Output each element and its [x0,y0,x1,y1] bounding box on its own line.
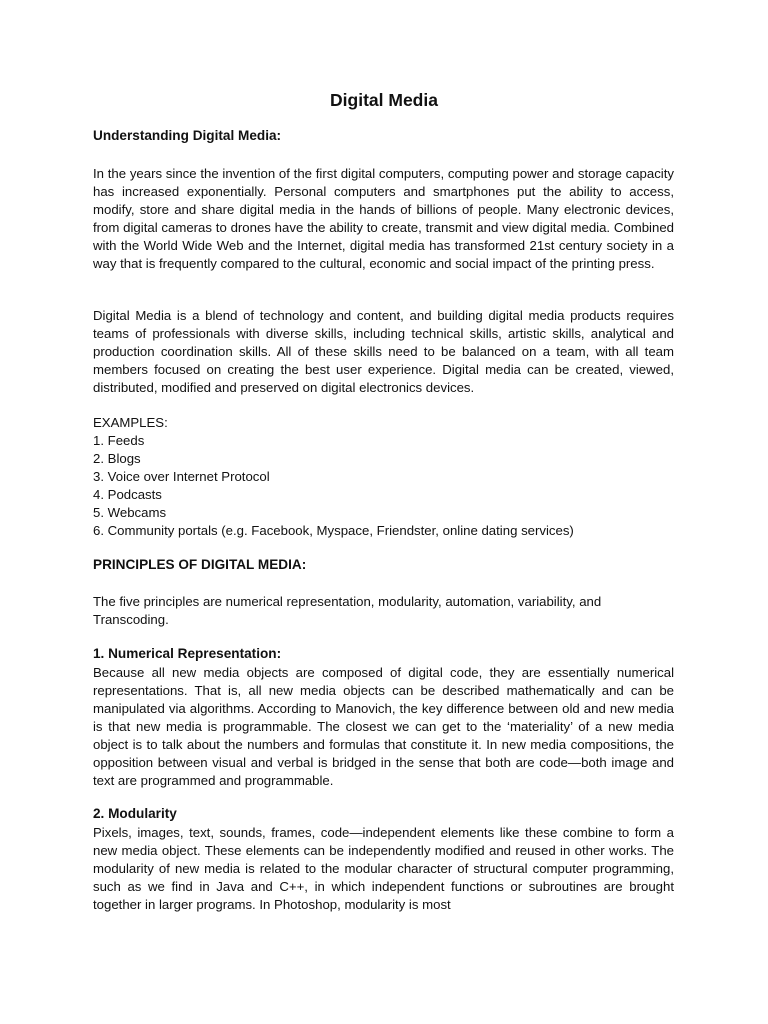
list-item: 2. Blogs [93,451,141,466]
paragraph-numerical: Because all new media objects are composed of digital code, they are essentially numerical representations. That is, all new media objects can be described mathematically and can be manipulated via algorithms. According to Manovich, the key difference between old and new media is that new media is programmable. The closest we can get to the ‘materiality’ of a new media object is to talk about the numbers and formulas that constitute it. In new media compositions, the opposition between visual and verbal is bridged in the sense that both are code—both image and text are programmed and programmable. [93,665,674,788]
paragraph-principles-intro: The five principles are numerical representation, modularity, automation, variability, and Transcoding. [93,594,602,627]
examples-label: EXAMPLES: [93,415,168,430]
list-item: 3. Voice over Internet Protocol [93,469,270,484]
list-item: 4. Podcasts [93,487,162,502]
paragraph-blend: Digital Media is a blend of technology and content, and building digital media products requires teams of professionals with diverse skills, including technical skills, artistic skills, analytical and production coordination skills. All of these skills need to be balanced on a team, with all team members focused on creating the best user experience. Digital media can be created, viewed, distributed, modified and preserved on digital electronics devices. [93,308,674,395]
section-heading-understanding: Understanding Digital Media: [93,128,282,143]
examples-block [93,414,674,540]
paragraph-intro: In the years since the invention of the first digital computers, computing power and storage capacity has increased exponentially. Personal computers and smartphones put the ability to access, modify, store and share digital media in the hands of billions of people. Many electronic devices, from digital cameras to drones have the ability to create, transmit and view digital media. Combined with the World Wide Web and the Internet, digital media has transformed 21st century society in a way that is frequently compared to the cultural, economic and social impact of the printing press. [93,166,674,271]
paragraph-modularity: Pixels, images, text, sounds, frames, code—independent elements like these combine to form a new media object. These elements can be independently modified and reused in other works. The modularity of new media is related to the modular character of structural computer programming, such as we find in Java and C++, in which independent functions or subroutines are brought together in larger programs. In Photoshop, modularity is most [93,825,674,912]
list-item: 1. Feeds [93,433,145,448]
list-item: 5. Webcams [93,505,167,520]
section-heading-modularity: 2. Modularity [93,806,177,821]
list-item: 6. Community portals (e.g. Facebook, Myspace, Friendster, online dating services) [93,523,574,538]
section-heading-numerical: 1. Numerical Representation: [93,646,282,661]
section-heading-principles: PRINCIPLES OF DIGITAL MEDIA: [93,557,307,572]
examples-list [93,432,674,540]
document-title: Digital Media [330,90,438,110]
